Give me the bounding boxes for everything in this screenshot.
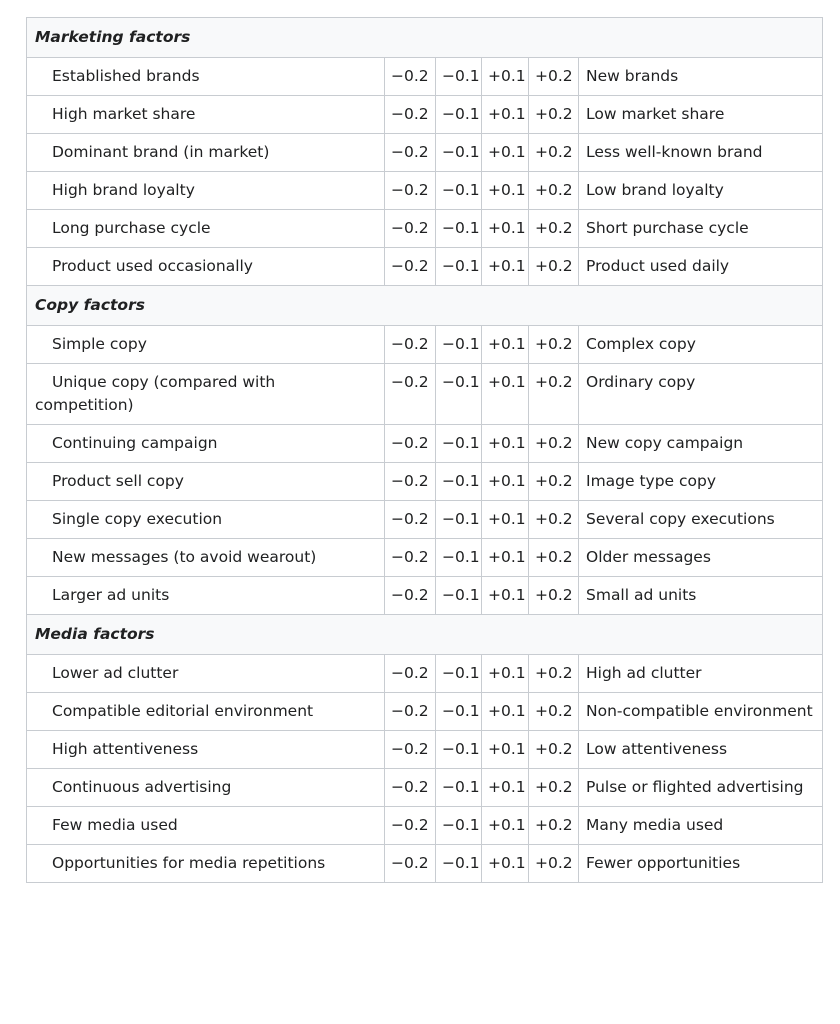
scale-value: +0.1 <box>482 655 529 693</box>
scale-value: +0.2 <box>529 326 579 364</box>
factor-high-label: Less well-known brand <box>579 134 823 172</box>
factor-low-label: Simple copy <box>27 326 385 364</box>
factor-low-label: Opportunities for media repetitions <box>27 845 385 883</box>
factor-high-label: High ad clutter <box>579 655 823 693</box>
scale-value: −0.1 <box>436 134 482 172</box>
scale-value: +0.2 <box>529 463 579 501</box>
scale-value: −0.2 <box>385 693 436 731</box>
scale-value: −0.1 <box>436 364 482 425</box>
scale-value: −0.1 <box>436 210 482 248</box>
scale-value: −0.2 <box>385 326 436 364</box>
table-row <box>27 364 823 425</box>
scale-value: −0.2 <box>385 731 436 769</box>
scale-value: +0.1 <box>482 845 529 883</box>
scale-value: −0.2 <box>385 248 436 286</box>
factor-high-label: Product used daily <box>579 248 823 286</box>
scale-value: +0.2 <box>529 655 579 693</box>
scale-value: −0.2 <box>385 364 436 425</box>
section-header-row <box>27 615 823 655</box>
factor-low-label: New messages (to avoid wearout) <box>27 539 385 577</box>
scale-value: −0.2 <box>385 134 436 172</box>
scale-value: +0.2 <box>529 731 579 769</box>
table-row <box>27 326 823 364</box>
scale-value: −0.1 <box>436 501 482 539</box>
factor-low-label: High attentiveness <box>27 731 385 769</box>
scale-value: +0.1 <box>482 364 529 425</box>
factor-low-label: Dominant brand (in market) <box>27 134 385 172</box>
section-title: Marketing factors <box>27 18 823 58</box>
scale-value: +0.2 <box>529 96 579 134</box>
scale-value: +0.2 <box>529 577 579 615</box>
section-title: Copy factors <box>27 286 823 326</box>
scale-value: +0.1 <box>482 501 529 539</box>
factor-high-label: Several copy executions <box>579 501 823 539</box>
table-row <box>27 769 823 807</box>
factor-high-label: Low market share <box>579 96 823 134</box>
scale-value: −0.2 <box>385 807 436 845</box>
scale-value: +0.2 <box>529 539 579 577</box>
scale-value: +0.1 <box>482 248 529 286</box>
scale-value: −0.2 <box>385 769 436 807</box>
scale-value: −0.1 <box>436 655 482 693</box>
table-row <box>27 693 823 731</box>
section-header-row <box>27 286 823 326</box>
scale-value: +0.1 <box>482 769 529 807</box>
scale-value: +0.2 <box>529 210 579 248</box>
table-row <box>27 248 823 286</box>
scale-value: +0.1 <box>482 731 529 769</box>
factor-low-label: Unique copy (compared with competition) <box>27 364 385 425</box>
table-row <box>27 134 823 172</box>
table-body <box>27 18 823 883</box>
factor-high-label: Ordinary copy <box>579 364 823 425</box>
scale-value: +0.1 <box>482 134 529 172</box>
factor-high-label: Many media used <box>579 807 823 845</box>
factor-high-label: Short purchase cycle <box>579 210 823 248</box>
scale-value: +0.2 <box>529 425 579 463</box>
table-row <box>27 58 823 96</box>
scale-value: +0.1 <box>482 96 529 134</box>
factor-high-label: Non-compatible environment <box>579 693 823 731</box>
table-row <box>27 210 823 248</box>
scale-value: +0.2 <box>529 845 579 883</box>
scale-value: −0.1 <box>436 807 482 845</box>
factor-low-label: Single copy execution <box>27 501 385 539</box>
scale-value: −0.1 <box>436 539 482 577</box>
factor-high-label: Pulse or flighted advertising <box>579 769 823 807</box>
factor-low-label: Product sell copy <box>27 463 385 501</box>
scale-value: −0.1 <box>436 731 482 769</box>
scale-value: −0.1 <box>436 845 482 883</box>
factor-high-label: Low brand loyalty <box>579 172 823 210</box>
scale-value: −0.2 <box>385 655 436 693</box>
scale-value: −0.2 <box>385 425 436 463</box>
factor-low-label: Product used occasionally <box>27 248 385 286</box>
scale-value: +0.1 <box>482 693 529 731</box>
scale-value: +0.1 <box>482 172 529 210</box>
scale-value: +0.2 <box>529 693 579 731</box>
factors-table <box>26 17 823 883</box>
table-row <box>27 807 823 845</box>
scale-value: +0.1 <box>482 210 529 248</box>
factor-high-label: New copy campaign <box>579 425 823 463</box>
scale-value: −0.2 <box>385 58 436 96</box>
scale-value: −0.1 <box>436 693 482 731</box>
factor-low-label: Continuous advertising <box>27 769 385 807</box>
scale-value: +0.2 <box>529 134 579 172</box>
scale-value: −0.1 <box>436 463 482 501</box>
scale-value: −0.1 <box>436 425 482 463</box>
factor-low-label: Few media used <box>27 807 385 845</box>
factor-low-label: Long purchase cycle <box>27 210 385 248</box>
scale-value: +0.2 <box>529 807 579 845</box>
table-row <box>27 425 823 463</box>
scale-value: −0.2 <box>385 463 436 501</box>
scale-value: +0.1 <box>482 58 529 96</box>
table-row <box>27 731 823 769</box>
scale-value: −0.1 <box>436 58 482 96</box>
scale-value: −0.2 <box>385 96 436 134</box>
scale-value: +0.2 <box>529 58 579 96</box>
scale-value: +0.1 <box>482 326 529 364</box>
scale-value: −0.2 <box>385 501 436 539</box>
scale-value: −0.2 <box>385 539 436 577</box>
table-row <box>27 577 823 615</box>
section-header-row <box>27 18 823 58</box>
table-row <box>27 539 823 577</box>
scale-value: −0.1 <box>436 96 482 134</box>
factor-low-label: Established brands <box>27 58 385 96</box>
factor-low-label: Lower ad clutter <box>27 655 385 693</box>
scale-value: −0.1 <box>436 769 482 807</box>
table-row <box>27 96 823 134</box>
table-row <box>27 655 823 693</box>
factor-low-label: Larger ad units <box>27 577 385 615</box>
scale-value: −0.1 <box>436 326 482 364</box>
factor-high-label: Complex copy <box>579 326 823 364</box>
scale-value: +0.2 <box>529 501 579 539</box>
factor-high-label: Fewer opportunities <box>579 845 823 883</box>
scale-value: −0.2 <box>385 172 436 210</box>
factor-high-label: New brands <box>579 58 823 96</box>
factor-high-label: Image type copy <box>579 463 823 501</box>
scale-value: +0.1 <box>482 539 529 577</box>
scale-value: +0.1 <box>482 807 529 845</box>
scale-value: +0.2 <box>529 248 579 286</box>
factor-low-label: High brand loyalty <box>27 172 385 210</box>
table-row <box>27 172 823 210</box>
scale-value: +0.2 <box>529 769 579 807</box>
section-title: Media factors <box>27 615 823 655</box>
factor-high-label: Low attentiveness <box>579 731 823 769</box>
scale-value: +0.2 <box>529 364 579 425</box>
factor-high-label: Small ad units <box>579 577 823 615</box>
table-row <box>27 845 823 883</box>
scale-value: +0.1 <box>482 463 529 501</box>
scale-value: −0.2 <box>385 210 436 248</box>
scale-value: −0.1 <box>436 248 482 286</box>
scale-value: −0.1 <box>436 172 482 210</box>
scale-value: −0.2 <box>385 845 436 883</box>
factor-high-label: Older messages <box>579 539 823 577</box>
factor-low-label: Compatible editorial environment <box>27 693 385 731</box>
table-row <box>27 463 823 501</box>
factor-low-label: Continuing campaign <box>27 425 385 463</box>
scale-value: −0.1 <box>436 577 482 615</box>
scale-value: −0.2 <box>385 577 436 615</box>
table-row <box>27 501 823 539</box>
scale-value: +0.1 <box>482 425 529 463</box>
scale-value: +0.1 <box>482 577 529 615</box>
scale-value: +0.2 <box>529 172 579 210</box>
factor-low-label: High market share <box>27 96 385 134</box>
